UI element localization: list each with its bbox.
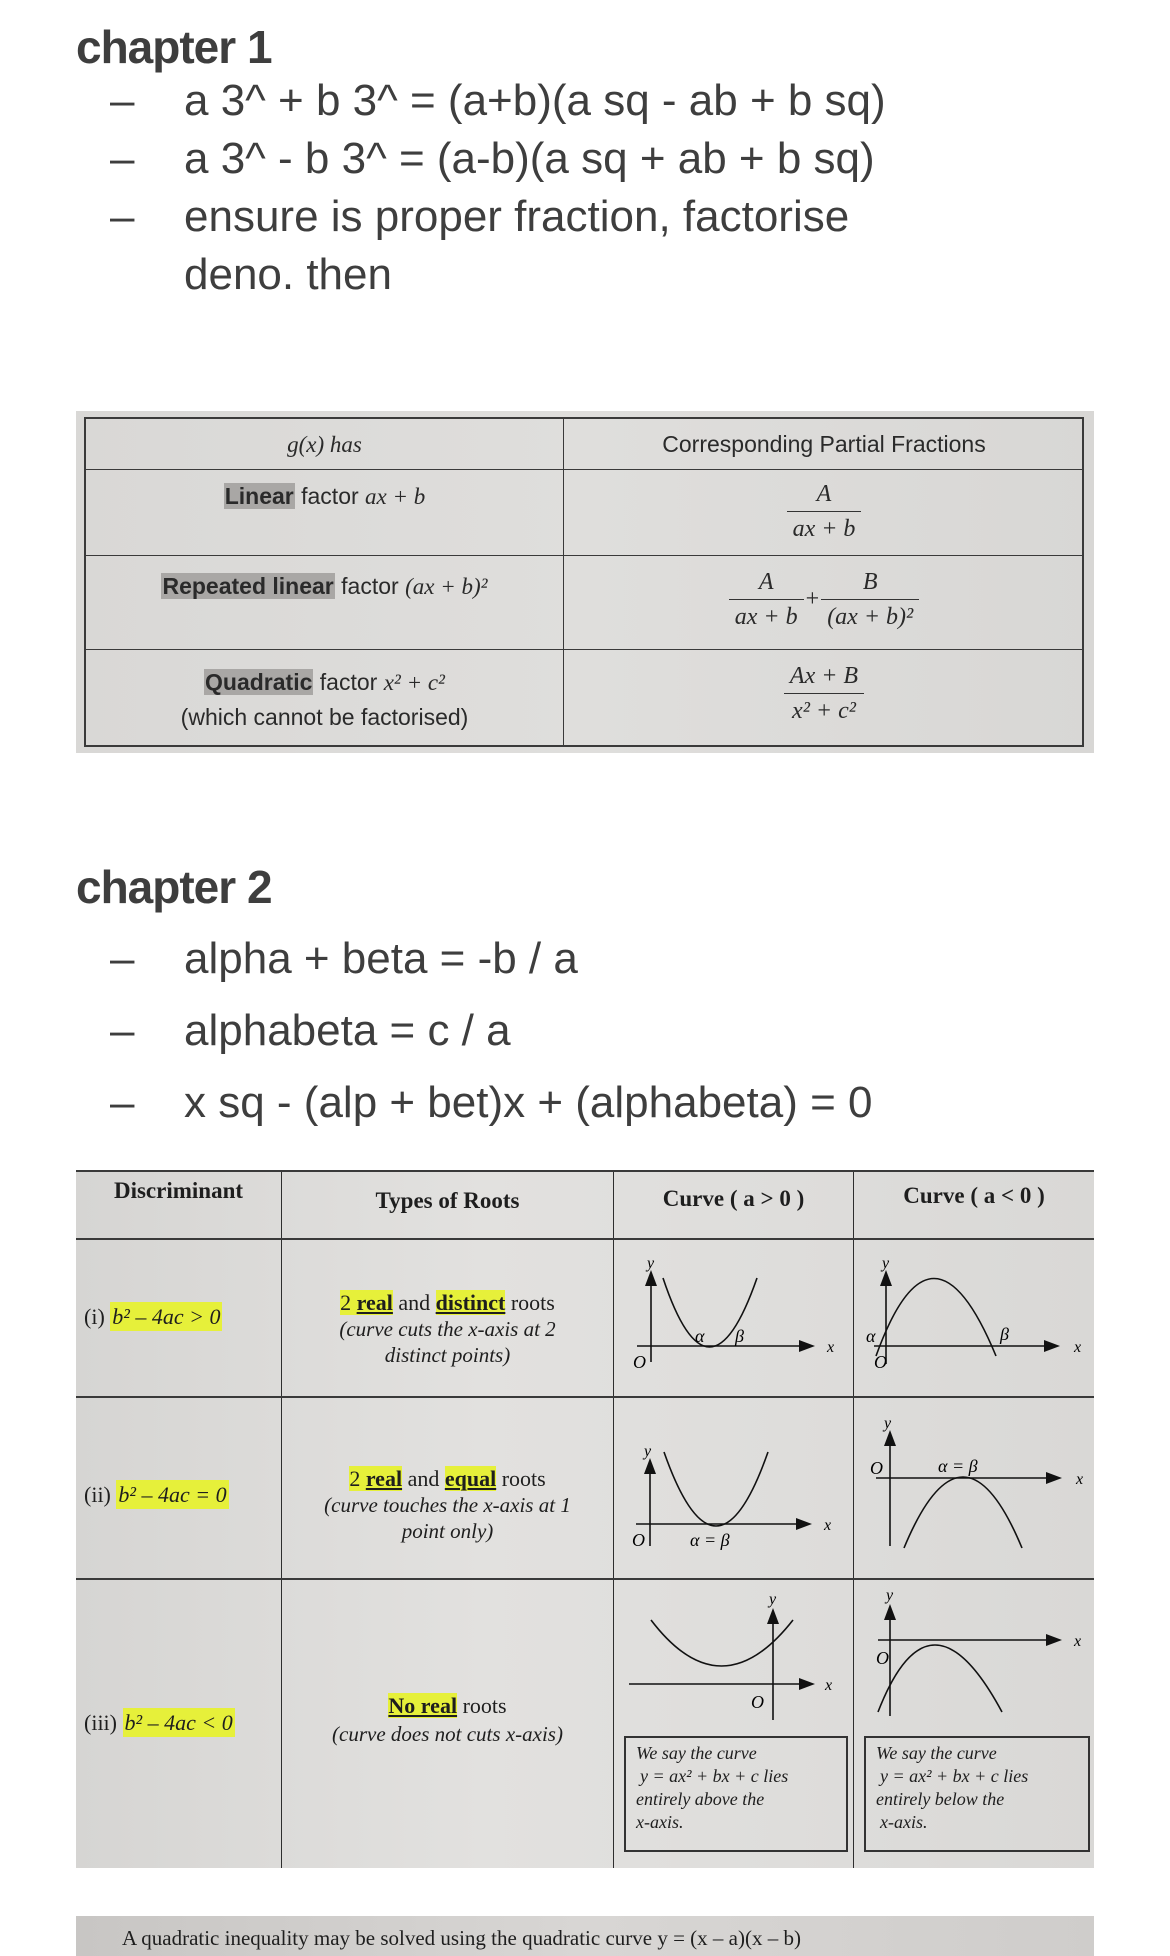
origin-label: O xyxy=(632,1530,645,1550)
bullet-text: alphabeta = c / a xyxy=(184,1006,511,1055)
highlighted-term: Repeated linear xyxy=(162,573,334,599)
quadratic-fraction-cell xyxy=(564,659,1084,728)
note-line: x-axis. xyxy=(880,1812,928,1832)
partial-fractions-table-image xyxy=(76,411,1094,753)
roots-note: (curve cuts the x-axis at 2 distinct points) xyxy=(339,1317,556,1367)
alpha-label: α xyxy=(866,1326,876,1346)
roots-prefix: 2 xyxy=(349,1466,366,1491)
chapter-1-heading: chapter 1 xyxy=(76,21,272,73)
root-label: α = β xyxy=(938,1456,978,1476)
roots-mid: and xyxy=(392,1290,436,1315)
numerator: A xyxy=(729,565,804,600)
denominator: ax + b xyxy=(734,604,798,630)
discriminant-condition-i xyxy=(84,1304,222,1330)
note-below-x-axis xyxy=(864,1736,1090,1852)
roots-type-i xyxy=(282,1290,613,1368)
x-axis-label: x xyxy=(1074,1339,1082,1356)
row-divider xyxy=(76,1238,1094,1240)
fraction xyxy=(729,565,804,634)
numerator: A xyxy=(787,477,862,512)
roots-keyword: No real xyxy=(388,1693,458,1718)
x-axis-label: x xyxy=(827,1339,835,1356)
bullet-dash: – xyxy=(110,1078,135,1127)
note-line: We say the curve xyxy=(636,1743,757,1763)
roots-suffix: roots xyxy=(505,1290,555,1315)
roots-keyword: real xyxy=(365,1466,403,1491)
origin-label: O xyxy=(633,1352,646,1372)
condition-index: (i) xyxy=(84,1304,105,1329)
roots-mid: and xyxy=(402,1466,445,1491)
column-divider xyxy=(613,1170,614,1868)
row-divider xyxy=(76,1578,1094,1580)
factor-expression: ax + b xyxy=(365,484,426,509)
numerator: Ax + B xyxy=(784,659,864,694)
header-curve-a-positive: Curve ( a > 0 ) xyxy=(662,1186,805,1211)
discriminant-condition-iii xyxy=(84,1710,235,1736)
root-label: α = β xyxy=(690,1530,730,1550)
note-line: entirely above the xyxy=(636,1789,765,1809)
column-divider xyxy=(853,1170,854,1868)
highlighted-term: Linear xyxy=(224,483,294,509)
factor-expression: (ax + b)² xyxy=(405,574,488,599)
condition-expression: b² – 4ac = 0 xyxy=(118,1482,227,1507)
row-divider xyxy=(76,1396,1094,1398)
denominator: (ax + b)² xyxy=(827,604,914,630)
bullet-dash: – xyxy=(110,934,135,983)
y-axis-label: y xyxy=(886,1588,894,1604)
factor-label: factor xyxy=(313,669,384,695)
repeated-linear-factor-cell xyxy=(86,573,563,600)
header-g-of-x xyxy=(86,431,563,458)
y-axis-label: y xyxy=(769,1592,777,1608)
quadratic-inequality-image-strip xyxy=(76,1916,1094,1956)
note-line: y = ax² + bx + c lies xyxy=(880,1766,1029,1786)
header-text: g(x) has xyxy=(287,432,362,457)
bullet-dash: – xyxy=(110,1006,135,1055)
x-axis-label: x xyxy=(824,1517,832,1534)
roots-type-iii xyxy=(282,1692,613,1748)
factor-label: factor xyxy=(334,573,406,599)
curve-a-negative-no-roots-graph xyxy=(868,1588,1093,1718)
bullet-dash: – xyxy=(110,76,135,125)
numerator: B xyxy=(821,565,919,600)
bullet-dash: – xyxy=(110,134,135,183)
origin-label: O xyxy=(870,1458,883,1478)
header-discriminant: Discriminant xyxy=(113,1178,244,1203)
roots-note: (curve does not cuts x-axis) xyxy=(332,1722,563,1746)
discriminant-table-image xyxy=(76,1170,1094,1868)
curve-a-negative-equal-roots-graph xyxy=(868,1416,1093,1556)
bullet-dash: – xyxy=(110,192,135,241)
roots-keyword: distinct xyxy=(435,1290,506,1315)
chapter-2-heading: chapter 2 xyxy=(76,861,272,913)
header-curve-a-negative: Curve ( a < 0 ) xyxy=(903,1183,1045,1208)
roots-suffix: roots xyxy=(457,1693,507,1718)
note-line: We say the curve xyxy=(876,1743,997,1763)
bullet-text: alpha + beta = -b / a xyxy=(184,934,578,983)
discriminant-condition-ii xyxy=(84,1482,229,1508)
note-line: entirely below the xyxy=(876,1789,1005,1809)
denominator: ax + b xyxy=(792,516,856,542)
factor-note: (which cannot be factorised) xyxy=(180,704,469,730)
note-above-x-axis xyxy=(624,1736,848,1852)
curve-a-positive-equal-roots-graph xyxy=(628,1434,848,1554)
highlighted-term: Quadratic xyxy=(205,669,313,695)
note-line: y = ax² + bx + c lies xyxy=(640,1766,789,1786)
header-text: Corresponding Partial Fractions xyxy=(662,431,986,457)
curve-a-negative-two-roots-graph xyxy=(866,1256,1091,1376)
y-axis-label: y xyxy=(882,1256,890,1272)
bullet-text: a 3^ + b 3^ = (a+b)(a sq - ab + b sq) xyxy=(184,76,886,125)
partial-fractions-grid xyxy=(84,417,1084,747)
bullet-text: deno. then xyxy=(184,250,392,299)
quadratic-factor-cell xyxy=(86,665,563,734)
origin-label: O xyxy=(876,1648,889,1668)
note-line: x-axis. xyxy=(636,1812,684,1832)
linear-factor-cell xyxy=(86,483,563,510)
condition-index: (ii) xyxy=(84,1482,111,1507)
plus-sign: + xyxy=(805,586,820,612)
y-axis-label: y xyxy=(644,1443,652,1460)
linear-fraction-cell xyxy=(564,477,1084,546)
header-partial-fractions xyxy=(564,431,1084,458)
fraction xyxy=(784,659,864,728)
bullet-text: ensure is proper fraction, factorise xyxy=(184,192,850,241)
origin-label: O xyxy=(874,1352,887,1372)
factor-label: factor xyxy=(294,483,366,509)
fraction xyxy=(787,477,862,546)
fraction xyxy=(821,565,919,634)
denominator: x² + c² xyxy=(792,698,856,724)
x-axis-label: x xyxy=(1076,1471,1084,1488)
x-axis-label: x xyxy=(825,1677,833,1694)
origin-label: O xyxy=(751,1692,764,1712)
beta-label: β xyxy=(1000,1324,1009,1344)
x-axis-label: x xyxy=(1074,1633,1082,1650)
roots-suffix: roots xyxy=(496,1466,546,1491)
bullet-text: x sq - (alp + bet)x + (alphabeta) = 0 xyxy=(184,1078,873,1127)
roots-type-ii xyxy=(282,1466,613,1544)
condition-expression: b² – 4ac > 0 xyxy=(112,1304,221,1329)
roots-keyword: real xyxy=(356,1290,393,1315)
alpha-label: α xyxy=(695,1326,705,1346)
bullet-text: a 3^ - b 3^ = (a-b)(a sq + ab + b sq) xyxy=(184,134,875,183)
roots-keyword: equal xyxy=(444,1466,497,1491)
y-axis-label: y xyxy=(884,1416,892,1432)
beta-label: β xyxy=(735,1326,744,1346)
roots-prefix: 2 xyxy=(340,1290,357,1315)
roots-note: (curve touches the x-axis at 1 point only) xyxy=(324,1493,571,1543)
factor-expression: x² + c² xyxy=(383,670,445,695)
curve-a-positive-no-roots-graph xyxy=(621,1592,851,1722)
y-axis-label: y xyxy=(647,1256,655,1272)
header-types-of-roots: Types of Roots xyxy=(375,1188,520,1213)
curve-a-positive-two-roots-graph xyxy=(631,1256,851,1376)
repeated-linear-fraction-cell xyxy=(564,565,1084,634)
condition-index: (iii) xyxy=(84,1710,117,1735)
condition-expression: b² – 4ac < 0 xyxy=(124,1710,233,1735)
row-divider xyxy=(76,1170,1094,1172)
quadratic-inequality-text: A quadratic inequality may be solved using the quadratic curve y = (x – a)(x – b) xyxy=(122,1926,801,1950)
